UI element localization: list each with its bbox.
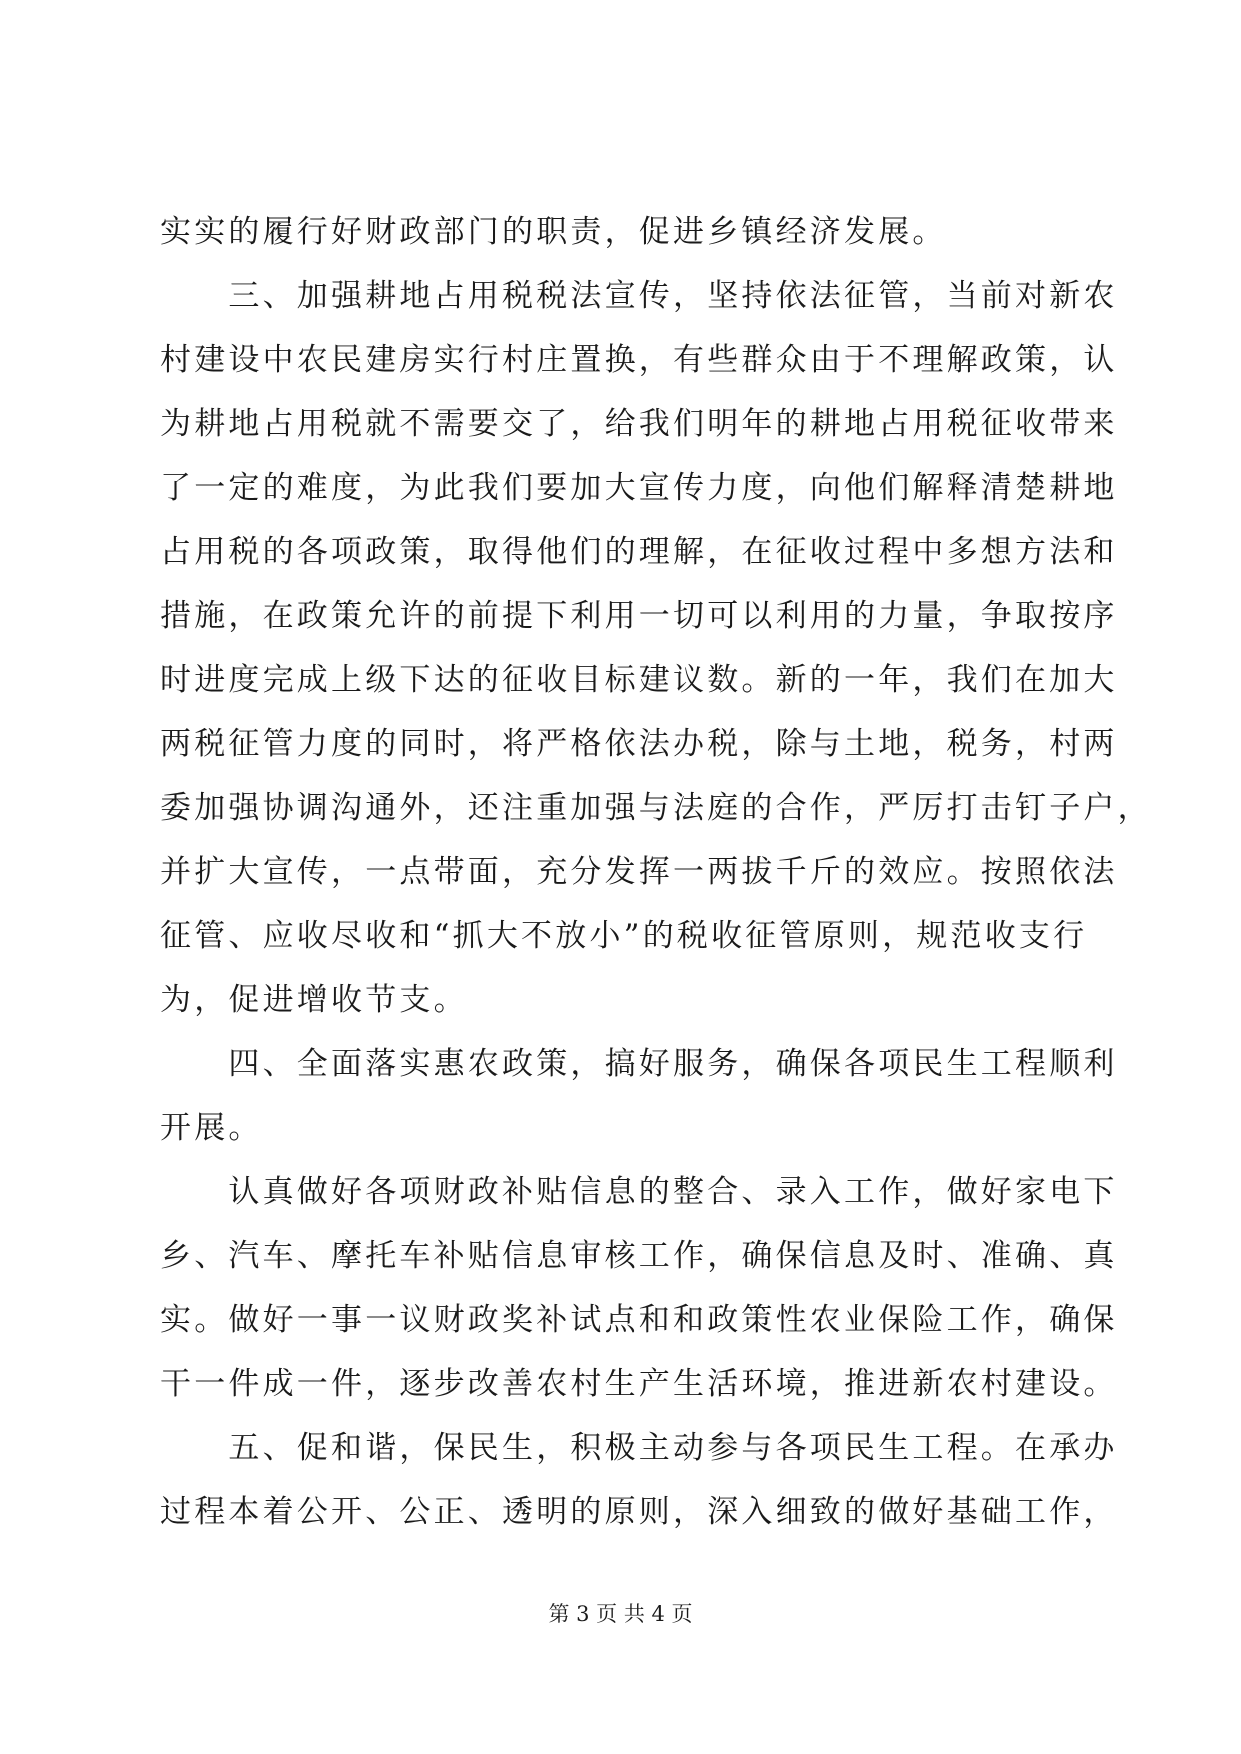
text-line: 委加强协调沟通外，还注重加强与法庭的合作，严厉打击钉子户， — [160, 790, 1152, 826]
text-line: 实。做好一事一议财政奖补试点和和政策性农业保险工作，确保 — [160, 1302, 1118, 1338]
page-number-footer: 第 3 页 共 4 页 — [548, 1602, 693, 1626]
text-line: 过程本着公开、公正、透明的原则，深入细致的做好基础工作， — [160, 1494, 1118, 1530]
text-line: 了一定的难度，为此我们要加大宣传力度，向他们解释清楚耕地 — [160, 470, 1118, 506]
text-line: 时进度完成上级下达的征收目标建议数。新的一年，我们在加大 — [160, 662, 1118, 698]
text-line: 两税征管力度的同时，将严格依法办税，除与土地，税务，村两 — [160, 726, 1118, 762]
text-line: 为，促进增收节支。 — [160, 982, 468, 1018]
text-line: 四、全面落实惠农政策，搞好服务，确保各项民生工程顺利 — [160, 1046, 1118, 1082]
text-line: 措施，在政策允许的前提下利用一切可以利用的力量，争取按序 — [160, 598, 1118, 634]
text-line: 实实的履行好财政部门的职责，促进乡镇经济发展。 — [160, 214, 947, 250]
body-text — [160, 200, 1152, 1544]
text-line: 认真做好各项财政补贴信息的整合、录入工作，做好家电下 — [160, 1174, 1118, 1210]
text-line: 乡、汽车、摩托车补贴信息审核工作，确保信息及时、准确、真 — [160, 1238, 1118, 1274]
text-line: 干一件成一件，逐步改善农村生产生活环境，推进新农村建设。 — [160, 1366, 1118, 1402]
text-line: 三、加强耕地占用税税法宣传，坚持依法征管，当前对新农 — [160, 278, 1118, 314]
text-line: 村建设中农民建房实行村庄置换，有些群众由于不理解政策，认 — [160, 342, 1118, 378]
text-line: 开展。 — [160, 1110, 263, 1146]
text-line: 占用税的各项政策，取得他们的理解，在征收过程中多想方法和 — [160, 534, 1118, 570]
text-line: 征管、应收尽收和“抓大不放小”的税收征管原则，规范收支行 — [160, 918, 1088, 954]
text-line: 并扩大宣传，一点带面，充分发挥一两拔千斤的效应。按照依法 — [160, 854, 1118, 890]
text-line: 为耕地占用税就不需要交了，给我们明年的耕地占用税征收带来 — [160, 406, 1118, 442]
text-line: 五、促和谐，保民生，积极主动参与各项民生工程。在承办 — [160, 1430, 1118, 1466]
